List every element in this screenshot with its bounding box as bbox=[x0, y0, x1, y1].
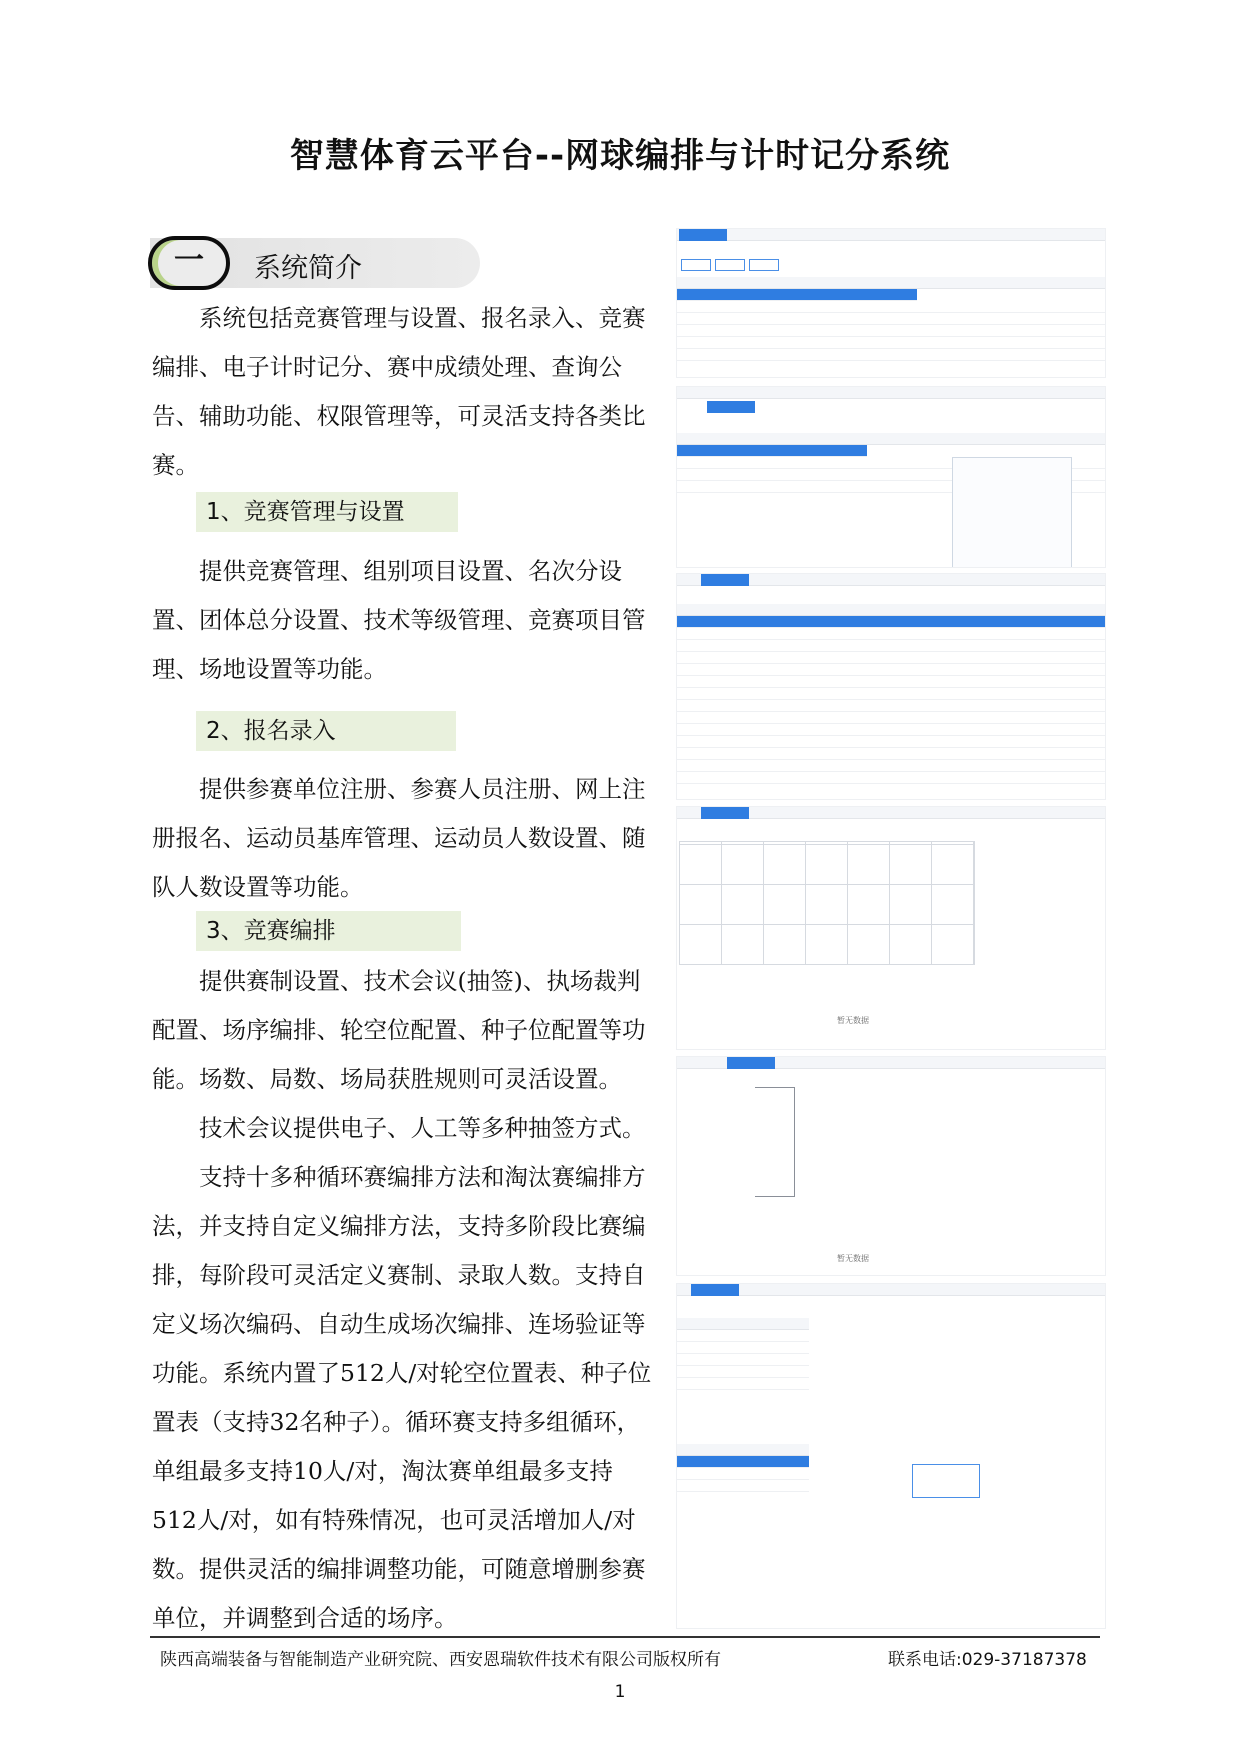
page-number: 1 bbox=[614, 1682, 626, 1702]
subsection-heading-registration: 2、报名录入 bbox=[196, 711, 456, 751]
section-label: 系统简介 bbox=[254, 253, 362, 284]
screenshot-draw-grid bbox=[676, 806, 1106, 1050]
paragraph-scheduling-3: 支持十多种循环赛编排方法和淘汰赛编排方法，并支持自定义编排方法，支持多阶段比赛编排，每阶段可灵活定义赛制、录取人数。支持自定义场次编码、自动生成场次编排、连场验证等功能。系统内置了512人/对轮空位置表、种子位置表（支持32名种子）。循环赛支持多组循环，单组最多支持10人/对，淘汰赛单组最多支持512人/对，如有特殊情况，也可灵活增加人/对数。提供灵活的编排调整功能，可随意增删参赛单位，并调整到合适的场序。 bbox=[152, 1163, 652, 1632]
footer-copyright: 陕西高端装备与智能制造产业研究院、西安恩瑞软件技术有限公司版权所有 bbox=[160, 1650, 721, 1670]
screenshot-knockout-bracket bbox=[676, 1056, 1106, 1276]
empty-data-label: 暂无数据 bbox=[837, 1016, 869, 1025]
paragraph-scheduling-1: 提供赛制设置、技术会议(抽签)、执场裁判配置、场序编排、轮空位配置、种子位配置等功能。场数、局数、场局获胜规则可灵活设置。 bbox=[152, 967, 646, 1093]
subsection-heading-scheduling: 3、竞赛编排 bbox=[196, 911, 461, 951]
screenshot-athlete-list bbox=[676, 573, 1106, 800]
paragraph-scheduling-2: 技术会议提供电子、人工等多种抽签方式。 bbox=[199, 1114, 646, 1142]
screenshot-stage-settings bbox=[676, 386, 1106, 568]
footer-divider bbox=[150, 1636, 1100, 1638]
subsection-heading-competition-management: 1、竞赛管理与设置 bbox=[196, 492, 458, 532]
empty-data-label: 暂无数据 bbox=[837, 1254, 869, 1263]
screenshot-court-schedule bbox=[676, 1283, 1106, 1629]
screenshot-group-settings bbox=[676, 228, 1106, 378]
screenshot-collage bbox=[676, 228, 1106, 1628]
intro-paragraph: 系统包括竞赛管理与设置、报名录入、竞赛编排、电子计时记分、赛中成绩处理、查询公告、辅助功能、权限管理等，可灵活支持各类比赛。 bbox=[152, 304, 646, 479]
document-title: 智慧体育云平台--网球编排与计时记分系统 bbox=[289, 136, 951, 176]
paragraph-competition-management: 提供竞赛管理、组别项目设置、名次分设置、团体总分设置、技术等级管理、竞赛项目管理、场地设置等功能。 bbox=[152, 557, 646, 683]
section-heading bbox=[150, 238, 480, 288]
paragraph-registration: 提供参赛单位注册、参赛人员注册、网上注册报名、运动员基库管理、运动员人数设置、随队人数设置等功能。 bbox=[152, 775, 646, 901]
section-number: 一 bbox=[148, 236, 230, 290]
footer-contact: 联系电话:029-37187378 bbox=[888, 1650, 1087, 1670]
